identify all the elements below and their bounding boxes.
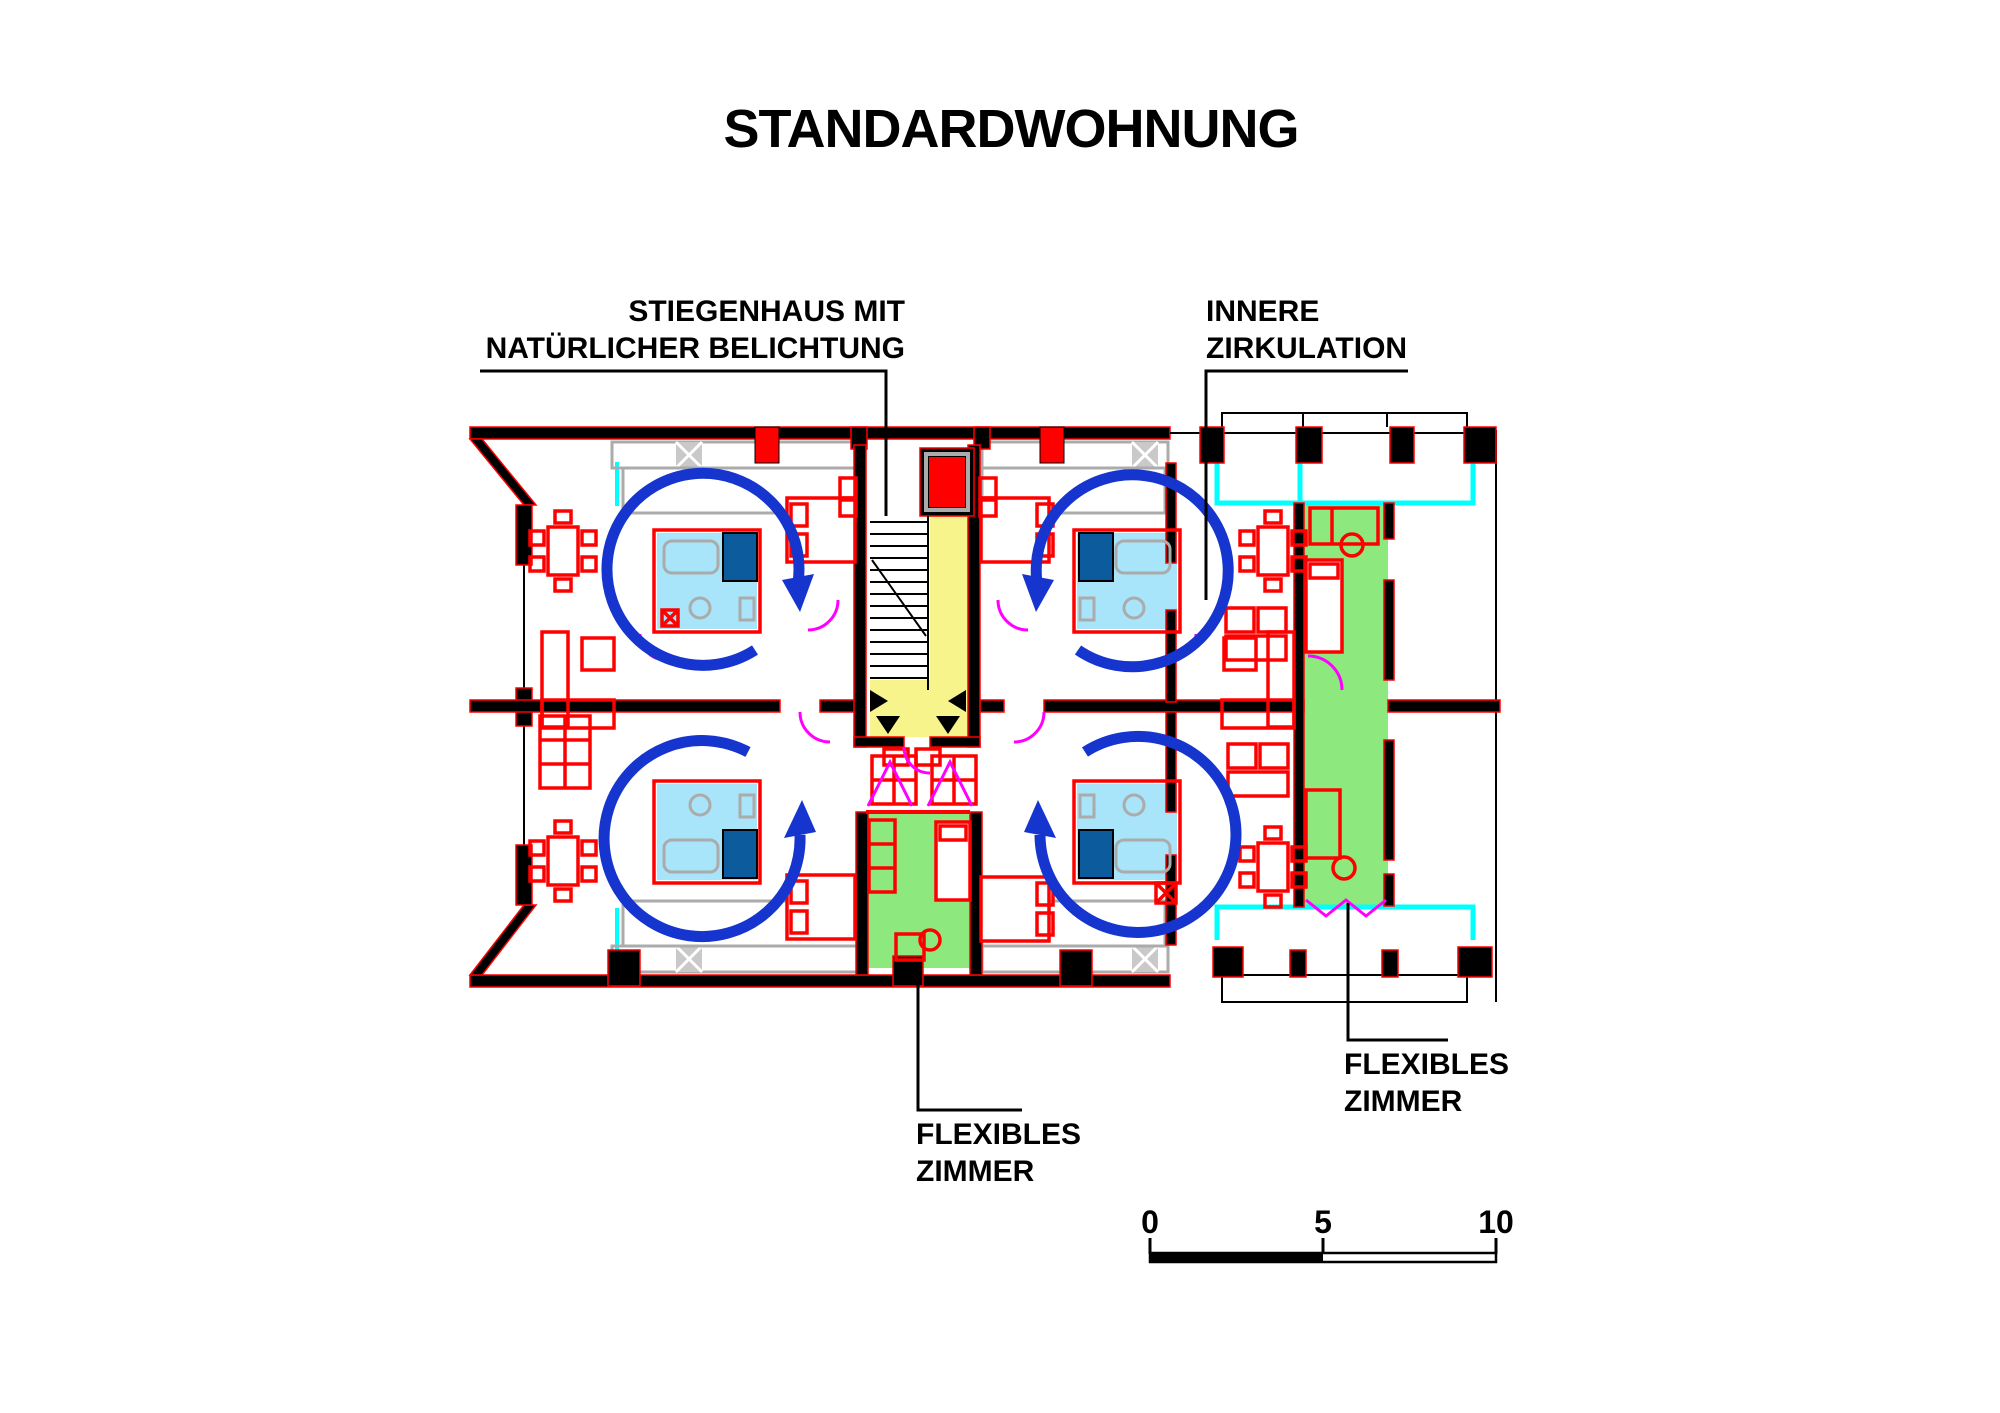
label-flexible-room-right: [1344, 1046, 1509, 1120]
label-flexible-room-bottom: [916, 1116, 1081, 1190]
sofa: [542, 632, 614, 728]
label-inner-circulation-line2: ZIRKULATION: [1206, 332, 1408, 365]
page-title: STANDARDWOHNUNG: [723, 99, 1299, 159]
shower-ul: [723, 533, 757, 581]
stair-treads: [870, 516, 928, 690]
label-flexible-room-bottom-line1: FLEXIBLES: [916, 1118, 1082, 1151]
elevator: [920, 448, 974, 516]
label-stairwell-line1: STIEGENHAUS MIT: [628, 295, 905, 328]
shower-ll: [723, 830, 757, 878]
label-inner-circulation: [1206, 293, 1407, 367]
label-flexible-room-bottom-line2: ZIMMER: [916, 1155, 1035, 1188]
sofa: [1222, 632, 1294, 728]
label-flexible-room-right-line1: FLEXIBLES: [1344, 1048, 1510, 1081]
bed: [981, 877, 1053, 941]
label-inner-circulation-line1: INNERE: [1206, 295, 1320, 328]
scale-tick-0: 0: [1141, 1204, 1159, 1240]
shower-ur: [1079, 533, 1113, 581]
label-flexible-room-right-line2: ZIMMER: [1344, 1085, 1463, 1118]
sofa: [1228, 744, 1288, 796]
dining-table: [530, 511, 596, 591]
label-stairwell-line2: NATÜRLICHER BELICHTUNG: [485, 332, 905, 365]
label-stairwell: [330, 293, 905, 367]
leader-flex-bottom: [918, 968, 1022, 1110]
shower-lr: [1079, 830, 1113, 878]
scale-bar: [1150, 1238, 1496, 1262]
bed: [787, 875, 855, 939]
scale-tick-10: 10: [1478, 1204, 1514, 1240]
dining-table: [530, 821, 596, 901]
scale-tick-5: 5: [1314, 1204, 1332, 1240]
